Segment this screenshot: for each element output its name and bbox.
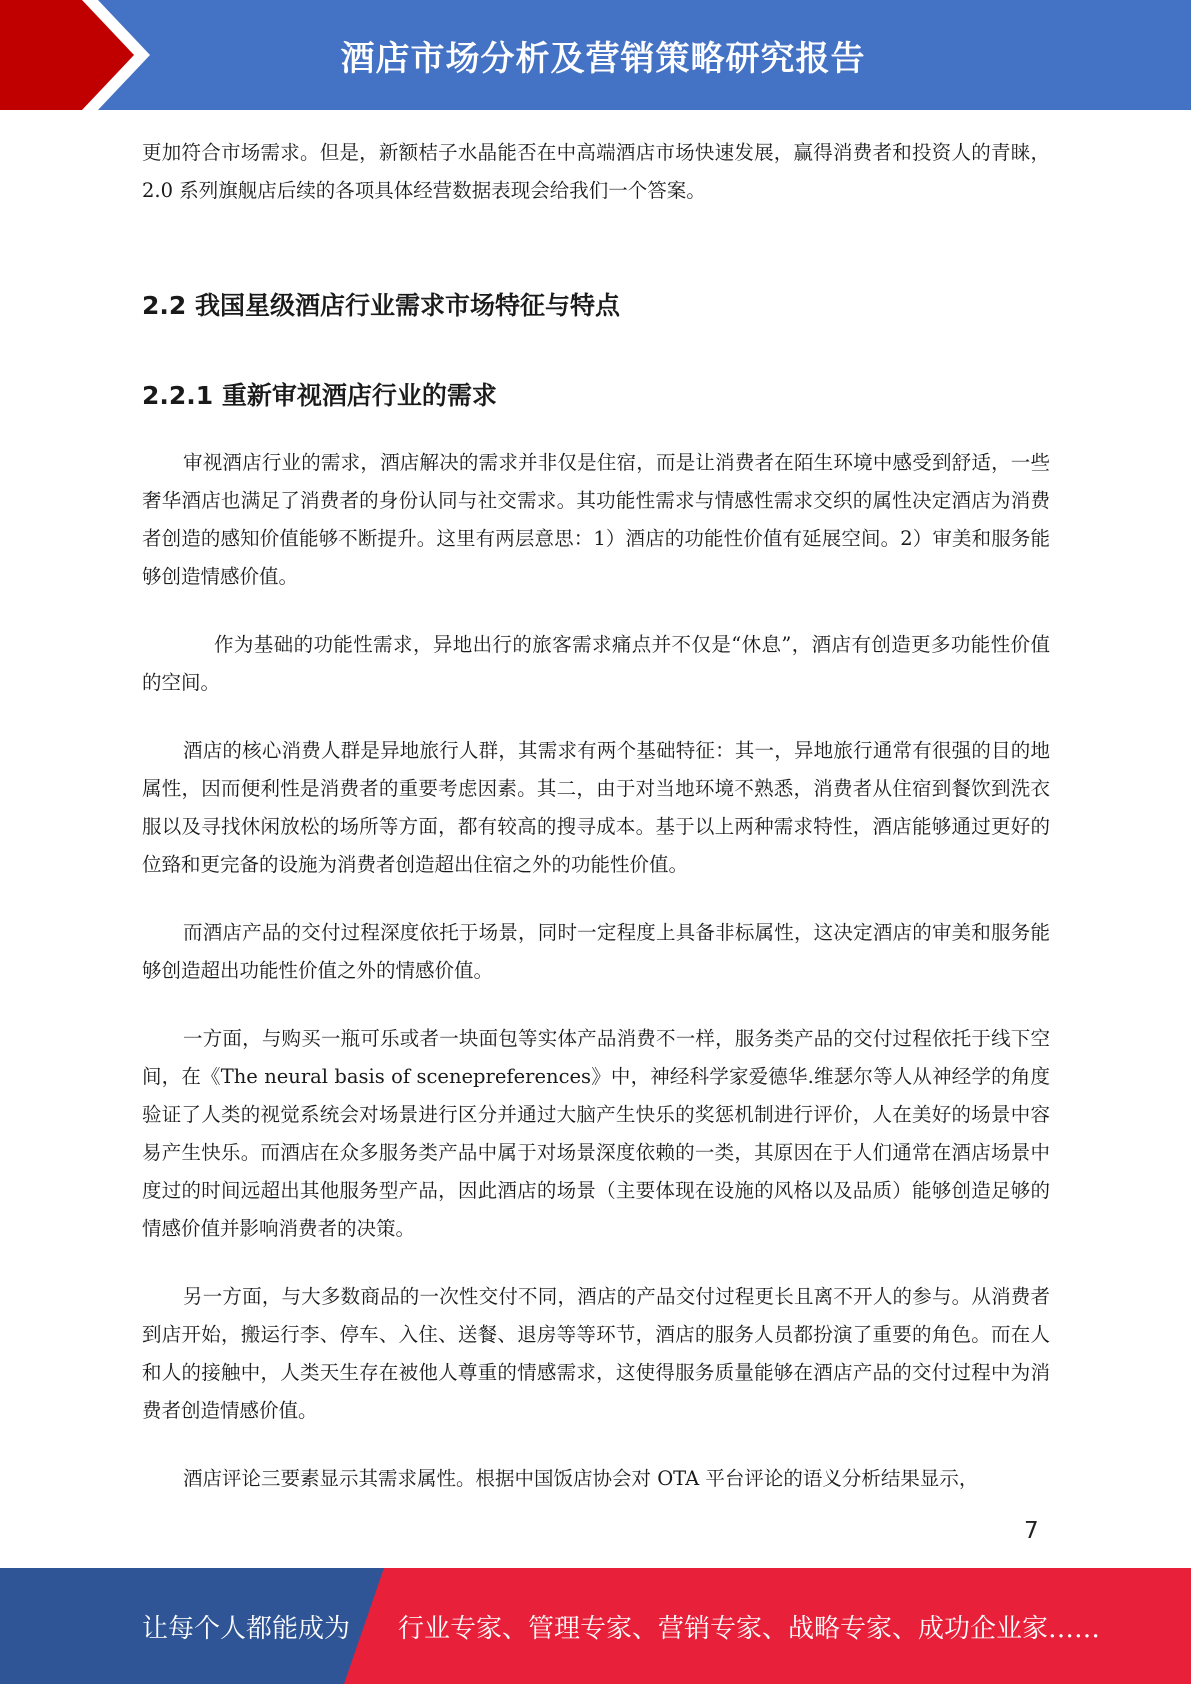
section-heading-2-2: 2.2 我国星级酒店行业需求市场特征与特点	[142, 291, 620, 320]
paragraph-core-consumers: 酒店的核心消费人群是异地旅行人群，其需求有两个基础特征：其一，异地旅行通常有很强的目的地属性，因而便利性是消费者的重要考虑因素。其二，由于对当地环境不熟悉，消费者从住宿到餐饮到洗衣服以及寻找休闲放松的场所等方面，都有较高的搜寻成本。基于以上两种需求特性，酒店能够通过更好的位臵和更完备的设施为消费者创造超出住宿之外的功能性价值。	[142, 739, 1050, 876]
paragraph-demand-review: 审视酒店行业的需求，酒店解决的需求并非仅是住宿，而是让消费者在陌生环境中感受到舒适，一些奢华酒店也满足了消费者的身份认同与社交需求。其功能性需求与情感性需求交织的属性决定酒店为消费者创造的感知价值能够不断提升。这里有两层意思：1）酒店的功能性价值有延展空间。2）审美和服务能够创造情感价值。	[142, 451, 1050, 588]
page-footer	[0, 1568, 1191, 1684]
page-header	[0, 0, 1191, 110]
subsection-heading-2-2-1: 2.2.1 重新审视酒店行业的需求	[142, 381, 497, 410]
header-title: 酒店市场分析及营销策略研究报告	[340, 38, 866, 79]
paragraph-continued: 更加符合市场需求。但是，新额桔子水晶能否在中高端酒店市场快速发展，赢得消费者和投资人的青睐，2.0 系列旗舰店后续的各项具体经营数据表现会给我们一个答案。	[142, 141, 1050, 202]
page-number: 7	[1024, 1518, 1039, 1544]
paragraph-review-elements: 酒店评论三要素显示其需求属性。根据中国饭店协会对 OTA 平台评论的语义分析结果显示，	[183, 1467, 979, 1490]
document-body	[142, 134, 1050, 1498]
paragraph-scene-delivery: 而酒店产品的交付过程深度依托于场景，同时一定程度上具备非标属性，这决定酒店的审美和服务能够创造超出功能性价值之外的情感价值。	[142, 921, 1050, 982]
paragraph-functional-demand: 作为基础的功能性需求，异地出行的旅客需求痛点并不仅是“休息”，酒店有创造更多功能性价值的空间。	[142, 633, 1050, 694]
paragraph-service-delivery: 另一方面，与大多数商品的一次性交付不同，酒店的产品交付过程更长且离不开人的参与。从消费者到店开始，搬运行李、停车、入住、送餐、退房等等环节，酒店的服务人员都扮演了重要的角色。而在人和人的接触中，人类天生存在被他人尊重的情感需求，这使得服务质量能够在酒店产品的交付过程中为消费者创造情感价值。	[142, 1285, 1050, 1422]
footer-slogan-left: 让每个人都能成为	[142, 1613, 351, 1644]
paragraph-scene-preference: 一方面，与购买一瓶可乐或者一块面包等实体产品消费不一样，服务类产品的交付过程依托于线下空间，在《The neural basis of scenepreferences》中，神经科学家爱德华.维瑟尔等人从神经学的角度验证了人类的视觉系统会对场景进行区分并通过大脑产生快乐的奖惩机制进行评价，人在美好的场景中容易产生快乐。而酒店在众多服务类产品中属于对场景深度依赖的一类，其原因在于人们通常在酒店场景中度过的时间远超出其他服务型产品，因此酒店的场景（主要体现在设施的风格以及品质）能够创造足够的情感价值并影响消费者的决策。	[142, 1027, 1050, 1240]
footer-slogan-right: 行业专家、管理专家、营销专家、战略专家、成功企业家……	[398, 1613, 1101, 1644]
